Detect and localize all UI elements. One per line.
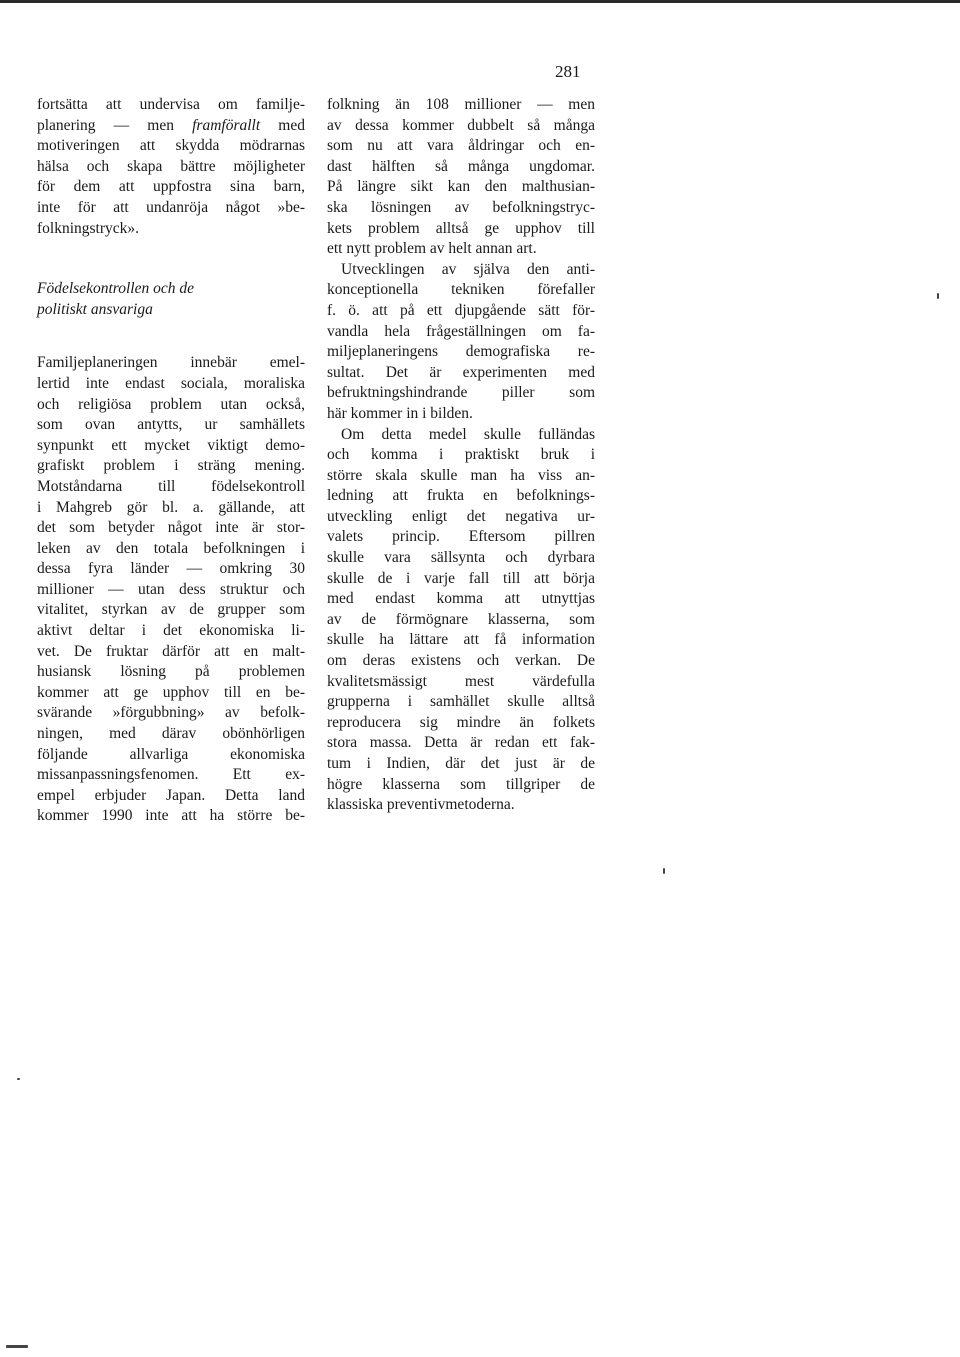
right-paragraph-3: [327, 425, 595, 816]
text-segment: med: [260, 116, 305, 134]
text-line: kommer 1990 inte att ha större be-: [37, 807, 305, 825]
text-line: leken av den totala befolkningen i: [37, 539, 305, 557]
page-number: 281: [555, 62, 581, 81]
text-line: empel erbjuder Japan. Detta land: [37, 786, 305, 804]
text-line: Om detta medel skulle fulländas: [341, 425, 595, 443]
text-line: ningen, med därav obönhörligen: [37, 725, 305, 743]
text-line: vitalitet, styrkan av de grupper som: [37, 601, 305, 619]
section-heading-line: Födelsekontrollen och de: [37, 280, 194, 298]
text-line: det som betyder något inte är stor-: [37, 519, 305, 537]
text-line: större skala skulle man ha viss an-: [327, 466, 595, 484]
text-line: folkningstryck».: [37, 219, 140, 237]
text-line: Utvecklingen av själva den anti-: [341, 260, 595, 278]
scan-speck: [17, 1078, 20, 1080]
text-line: sultat. Det är experimenten med: [327, 363, 595, 381]
text-line: fortsätta att undervisa om familje-: [37, 96, 305, 113]
text-line: befruktningshindrande piller som: [327, 384, 595, 402]
text-line: grafiskt problem i sträng mening.: [37, 457, 305, 475]
text-line: kvalitetsmässigt mest värdefulla: [327, 672, 595, 690]
text-line: som ovan antytts, ur samhällets: [37, 416, 305, 434]
text-line: och komma i praktiskt bruk i: [327, 446, 595, 464]
text-line: millioner — utan dess struktur och: [37, 580, 305, 598]
text-line: aktivt deltar i det ekonomiska li-: [37, 622, 305, 640]
text-line: På längre sikt kan den malthusian-: [327, 178, 595, 196]
text-line: högre klasserna som tillgriper de: [327, 775, 595, 793]
scan-top-edge: [0, 0, 960, 3]
left-paragraph-2: [37, 353, 305, 827]
left-paragraph-1: [37, 95, 305, 239]
text-line: skulle de i varje fall till att börja: [327, 569, 595, 587]
text-line: dessa fyra länder — omkring 30: [37, 560, 305, 578]
text-line: klassiska preventivmetoderna.: [327, 796, 515, 814]
text-line: som nu att vara åldringar och en-: [327, 137, 595, 155]
text-line: av dessa kommer dubbelt så många: [327, 116, 595, 134]
text-line-with-emphasis: [37, 116, 305, 137]
text-line: här kommer in i bilden.: [327, 404, 473, 422]
text-line: med endast komma att utnyttjas: [327, 590, 595, 608]
right-paragraph-2: [327, 260, 595, 425]
text-line: motiveringen att skydda mödrarnas: [37, 137, 305, 155]
text-line: stora massa. Detta är redan ett fak-: [327, 734, 595, 752]
right-paragraph-1: [327, 95, 595, 260]
emphasis-text: framförallt: [192, 116, 261, 134]
text-line: missanpassningsfenomen. Ett ex-: [37, 766, 305, 784]
text-line: och religiösa problem utan också,: [37, 395, 305, 413]
text-line: följande allvarliga ekonomiska: [37, 745, 305, 763]
text-line: Motståndarna till födelsekontroll: [37, 477, 305, 495]
text-line: grupperna i samhället skulle alltså: [327, 693, 595, 711]
text-line: ett nytt problem av helt annan art.: [327, 240, 537, 258]
text-line: om deras existens och verkan. De: [327, 652, 595, 670]
scan-speck: [663, 868, 665, 874]
text-line: ledning att frukta en befolknings-: [327, 487, 595, 505]
text-line: kets problem alltså ge upphov till: [327, 219, 595, 237]
text-line: tum i Indien, där det just är de: [327, 755, 595, 772]
text-line: för dem att uppfostra sina barn,: [37, 178, 305, 196]
text-line: inte för att undanröja något »be-: [37, 198, 305, 216]
text-line: synpunkt ett mycket viktigt demo-: [37, 436, 305, 454]
text-line: folkning än 108 millioner — men: [327, 96, 595, 113]
section-heading-line: politiskt ansvariga: [37, 300, 153, 318]
text-line: kommer att ge upphov till en be-: [37, 683, 305, 701]
scan-speck: [937, 293, 939, 299]
text-line: Familjeplaneringen innebär emel-: [37, 354, 305, 372]
text-line: vet. De fruktar därför att en malt-: [37, 642, 305, 660]
text-line: av de förmögnare klasserna, som: [327, 610, 595, 628]
text-line: husiansk lösning på problemen: [37, 663, 305, 681]
text-line: svärande »förgubbning» av befolk-: [37, 704, 305, 722]
text-line: lertid inte endast sociala, moraliska: [37, 374, 305, 392]
left-column: [37, 95, 305, 827]
text-line: f. ö. att på ett djupgående sätt för-: [327, 301, 595, 319]
text-line: i Mahgreb gör bl. a. gällande, att: [37, 498, 305, 516]
text-line: dast hälften så många ungdomar.: [327, 157, 595, 175]
text-line: reproducera sig mindre än folkets: [327, 713, 595, 731]
text-line: vandla hela frågeställningen om fa-: [327, 322, 595, 340]
section-heading: [37, 279, 305, 320]
text-line: skulle vara sällsynta och dyrbara: [327, 549, 595, 567]
text-line: skulle ha lättare att få information: [327, 631, 595, 649]
text-line: miljeplaneringens demografiska re-: [327, 343, 595, 361]
text-line: utveckling enligt det negativa ur-: [327, 507, 595, 525]
text-line: ska lösningen av befolkningstryc-: [327, 198, 595, 216]
text-line: konceptionella tekniken förefaller: [327, 281, 595, 299]
text-segment: planering — men: [37, 116, 193, 134]
text-line: hälsa och skapa bättre möjligheter: [37, 157, 305, 175]
right-column: [327, 95, 595, 816]
text-line: valets princip. Eftersom pillren: [327, 528, 595, 546]
scan-speck: [6, 1345, 28, 1348]
